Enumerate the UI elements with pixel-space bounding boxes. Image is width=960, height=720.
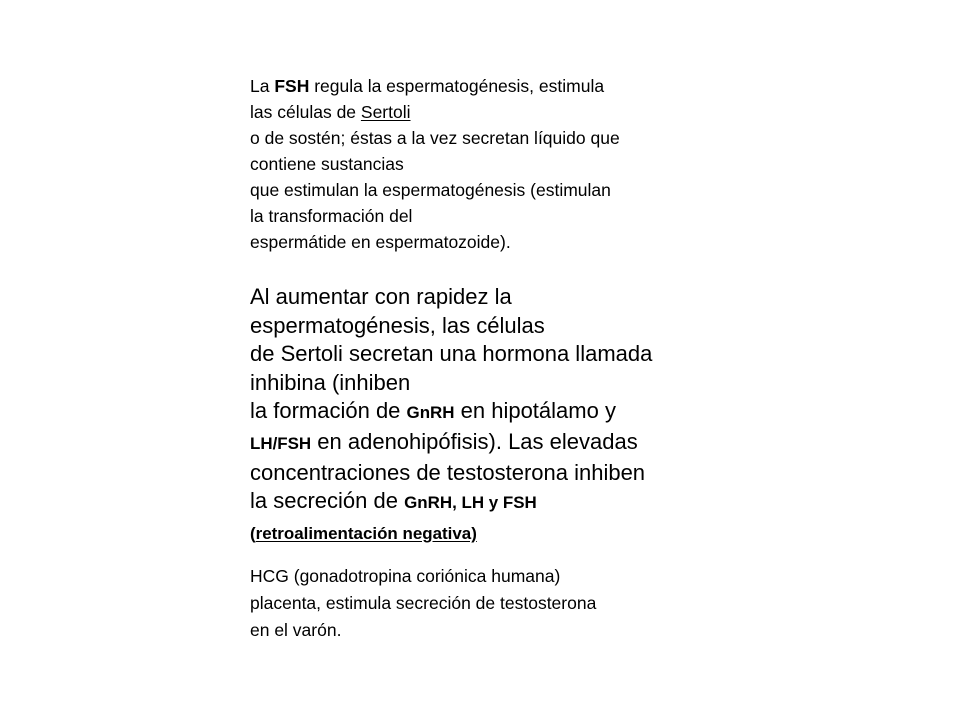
text-line: concentraciones de testosterona inhiben [250, 459, 646, 485]
text-line [250, 397, 730, 428]
text-line [250, 518, 730, 549]
text-segment: en hipotálamo y [454, 398, 616, 424]
text-line: placenta, estimula secreción de testosterona [250, 593, 597, 613]
text-line: la transformación del [250, 206, 413, 226]
text-line: Al aumentar con rapidez la [250, 284, 512, 309]
text-segment: regula la espermatogénesis, estimula [309, 76, 605, 96]
paragraph-inhibina [250, 283, 730, 548]
text-segment: la formación de [250, 398, 407, 424]
text-line: espermatogénesis, las células [250, 312, 545, 338]
text-segment: la secreción de [250, 488, 405, 514]
text-line: inhibina (inhiben [250, 369, 411, 395]
retroalimentacion-term: retroalimentación negativa) [255, 523, 477, 543]
text-line [250, 99, 730, 125]
text-line [250, 428, 730, 459]
text-line: en el varón. [250, 620, 342, 640]
fsh-term: FSH [274, 76, 310, 96]
text-line: espermátide en espermatozoide). [250, 232, 511, 252]
text-line: HCG (gonadotropina coriónica humana) [250, 566, 561, 586]
text-line [250, 73, 730, 99]
paragraph-hcg [250, 563, 730, 644]
text-segment: las células de [250, 102, 361, 122]
text-line: que estimulan la espermatogénesis (estimulan [250, 180, 611, 200]
open-paren: ( [250, 523, 256, 543]
lh-fsh-term: LH/FSH [250, 433, 312, 453]
hormones-term: GnRH, LH y FSH [404, 493, 537, 513]
sertoli-term: Sertoli [360, 102, 411, 122]
text-line: de Sertoli secretan una hormona llamada [250, 341, 653, 367]
text-line [250, 487, 730, 518]
text-segment: La [250, 76, 275, 96]
text-line: o de sostén; éstas a la vez secretan líquido que [250, 128, 620, 148]
text-segment: en adenohipófisis). Las elevadas [311, 428, 638, 454]
text-line: contiene sustancias [250, 154, 404, 174]
gnrh-term: GnRH [406, 403, 455, 423]
paragraph-fsh [250, 73, 730, 255]
